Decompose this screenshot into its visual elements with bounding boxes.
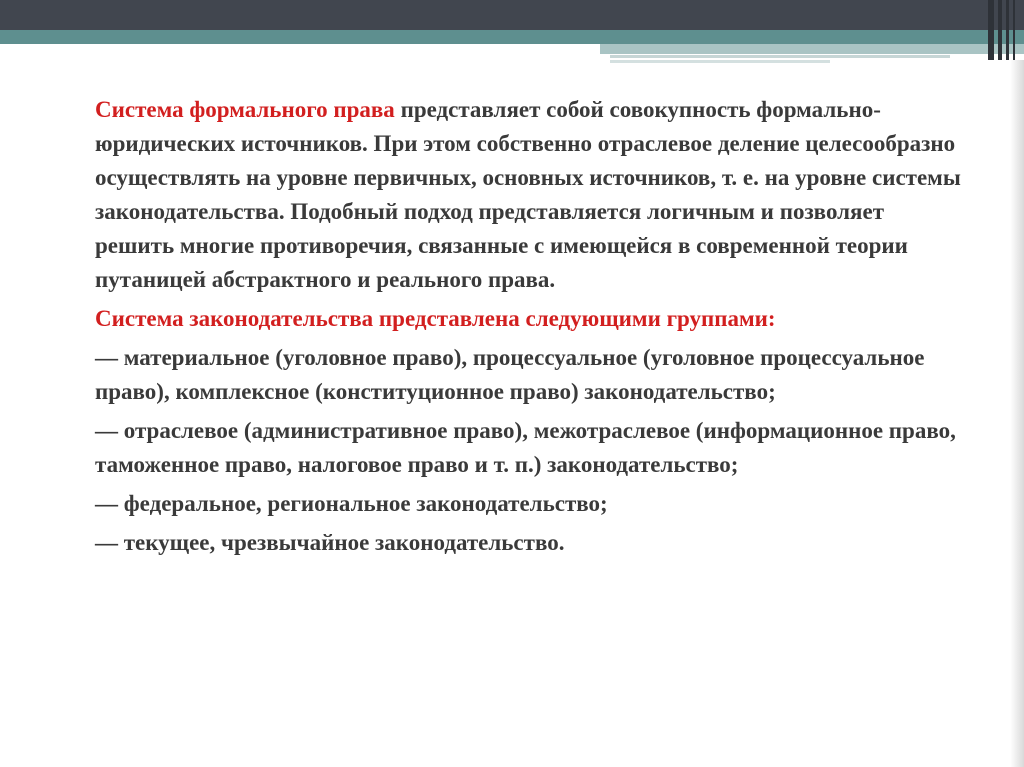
header-stripe [1006,0,1009,60]
header-stripe [1013,0,1015,60]
header-stripe [998,0,1002,60]
intro-paragraph [95,93,965,297]
list-item: — отраслевое (административное право), межотраслевое (информационное право, таможенное право, налоговое право и т. п.) законодательство; [95,418,956,477]
groups-heading: Система законодательства представлена следующими группами: [95,306,776,331]
list-item: — федеральное, региональное законодательство; [95,491,608,516]
intro-text: представляет собой совокупность формально-юридических источников. При этом собственно отраслевое деление целесообразно осуществлять на уровне первичных, основных источников, т. е. на уровне системы законодательства. Подобный подход представляется логичным и позволяет решить многие противоречия, связанные с имеющейся в современной теории путаницей абстрактного и реального права. [95,97,961,292]
slide-body [95,93,965,565]
header-band-teal-light [600,44,1024,54]
list-item: — текущее, чрезвычайное законодательство. [95,530,565,555]
header-stripe [988,0,994,60]
list-item: — материальное (уголовное право), процессуальное (уголовное процессуальное право), комплексное (конституционное право) законодательство; [95,345,925,404]
header-band-teal [0,30,1024,44]
header-line [610,55,950,58]
intro-highlight: Система формального права [95,97,395,122]
slide-edge-shadow [1010,60,1024,767]
header-line [610,60,830,63]
header-band-dark [0,0,1024,30]
